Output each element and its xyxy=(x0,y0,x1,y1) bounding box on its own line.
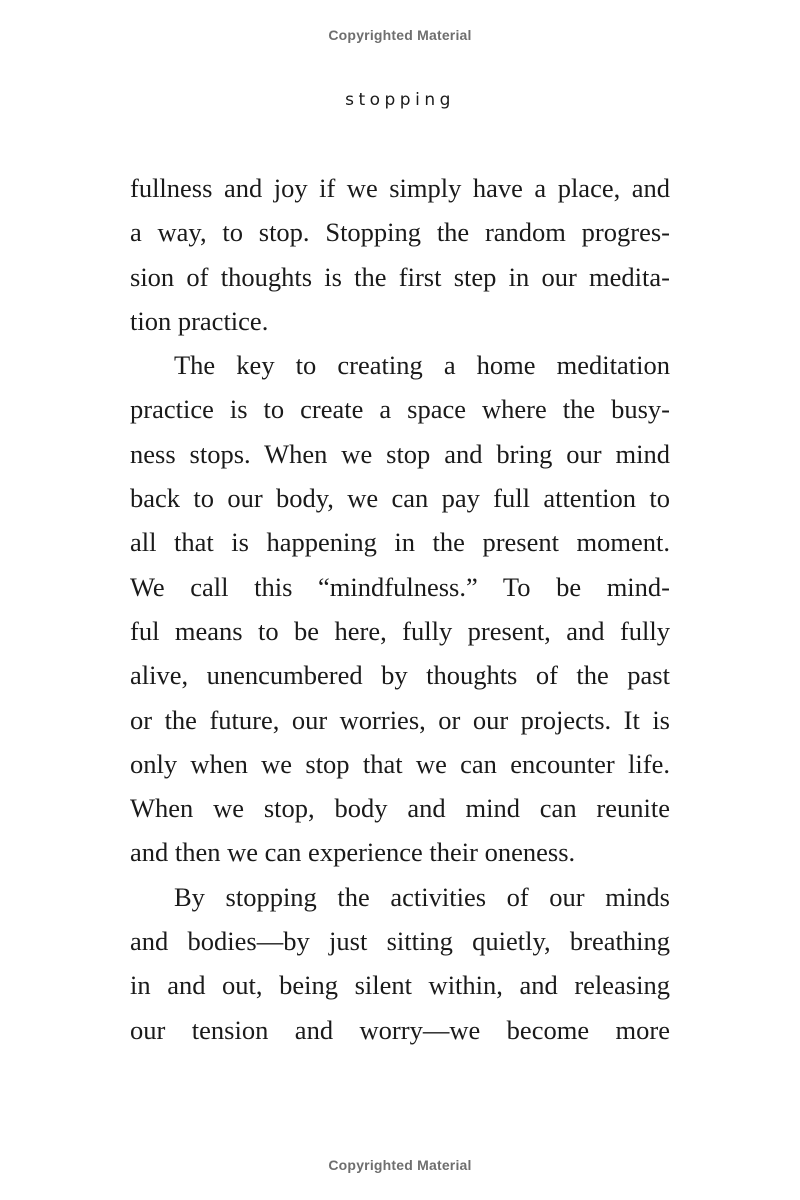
text-line: our tension and worry—we become more xyxy=(130,1014,670,1045)
running-head: stopping xyxy=(345,90,455,110)
copyright-watermark-bottom: Copyrighted Material xyxy=(328,1157,472,1173)
text-line: ful means to be here, fully present, and fully xyxy=(130,615,670,646)
copyright-watermark-top: Copyrighted Material xyxy=(328,27,472,43)
text-line: sion of thoughts is the first step in our medita- xyxy=(130,261,670,292)
text-line: or the future, our worries, or our projects. It is xyxy=(130,704,670,735)
text-line: alive, unencumbered by thoughts of the past xyxy=(130,660,670,691)
text-line: ness stops. When we stop and bring our mind xyxy=(130,438,670,469)
text-line: only when we stop that we can encounter life. xyxy=(130,748,670,779)
text-line: tion practice. xyxy=(130,305,269,336)
text-line: When we stop, body and mind can reunite xyxy=(130,793,670,824)
text-line: and then we can experience their oneness. xyxy=(130,837,576,868)
text-line: all that is happening in the present moment. xyxy=(130,527,670,558)
paragraph-2 xyxy=(130,343,670,875)
text-line: and bodies—by just sitting quietly, breathing xyxy=(130,926,670,957)
text-line: in and out, being silent within, and releasing xyxy=(130,970,670,1001)
text-line: a way, to stop. Stopping the random progres- xyxy=(130,217,670,248)
body-text xyxy=(130,166,670,1052)
text-line: The key to creating a home meditation xyxy=(174,350,670,381)
paragraph-1 xyxy=(130,166,670,343)
paragraph-3 xyxy=(130,875,670,1052)
text-line: practice is to create a space where the busy- xyxy=(130,394,670,425)
text-line: fullness and joy if we simply have a place, and xyxy=(130,173,670,203)
text-line: By stopping the activities of our minds xyxy=(174,881,670,912)
text-line: We call this “mindfulness.” To be mind- xyxy=(130,571,670,602)
text-line: back to our body, we can pay full attention to xyxy=(130,483,670,514)
